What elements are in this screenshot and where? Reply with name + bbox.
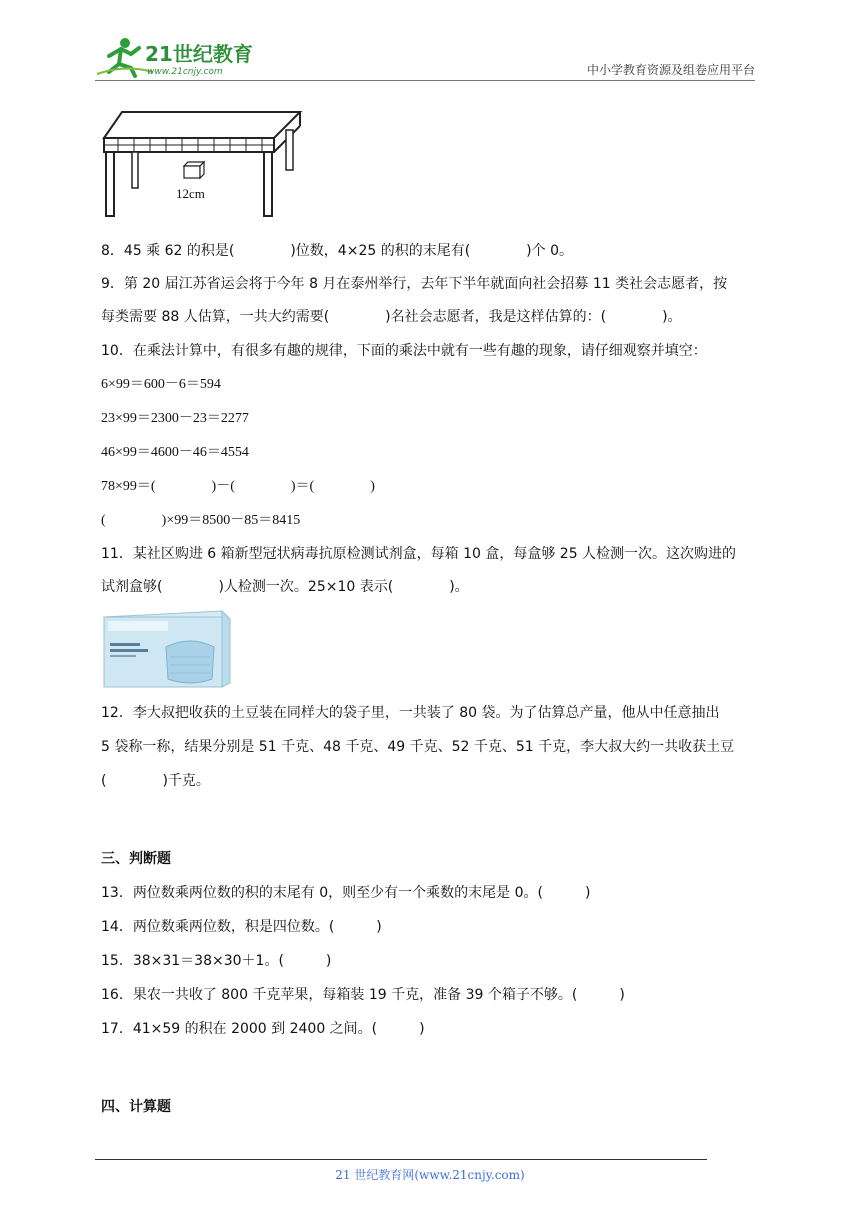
- section-3-title: 三、判断题: [101, 851, 171, 867]
- header-divider: [95, 80, 755, 81]
- question-12-line-1: 12．李大叔把收获的土豆装在同样大的袋子里，一共装了 80 袋。为了估算总产量，他从中任意抽出: [101, 705, 720, 721]
- question-14: 14．两位数乘两位数，积是四位数。( ): [101, 919, 382, 935]
- section-4-title: 四、计算题: [101, 1099, 171, 1115]
- question-10-example-2: 23×99＝2300－23＝2277: [101, 411, 249, 426]
- footer-link[interactable]: 21 世纪教育网(www.21cnjy.com): [335, 1168, 525, 1182]
- platform-name: 中小学教育资源及组卷应用平台: [586, 63, 755, 77]
- question-17: 17．41×59 的积在 2000 到 2400 之间。( ): [101, 1021, 425, 1037]
- test-kit-box-image: [100, 607, 232, 689]
- question-10-blank-1: 78×99＝( )－( )＝( ): [101, 479, 375, 494]
- table-figure: [100, 108, 305, 220]
- question-9-line-1: 9．第 20 届江苏省运会将于今年 8 月在泰州举行，去年下半年就面向社会招募 11 类社会志愿者，按: [101, 276, 728, 292]
- question-9-line-2: 每类需要 88 人估算，一共大约需要( )名社会志愿者，我是这样估算的：( )。: [101, 309, 682, 325]
- question-12-line-3: ( )千克。: [101, 773, 210, 789]
- question-13: 13．两位数乘两位数的积的末尾有 0，则至少有一个乘数的末尾是 0。( ): [101, 885, 591, 901]
- question-16: 16．果农一共收了 800 千克苹果，每箱装 19 千克，准备 39 个箱子不够。( ): [101, 987, 625, 1003]
- question-12-line-2: 5 袋称一称，结果分别是 51 千克、48 千克、49 千克、52 千克、51 千克，李大叔大约一共收获土豆: [101, 739, 735, 755]
- question-11-line-2: 试剂盒够( )人检测一次。25×10 表示( )。: [101, 579, 469, 595]
- svg-text:www.21cnjy.com: www.21cnjy.com: [147, 67, 223, 77]
- question-10-example-3: 46×99＝4600－46＝4554: [101, 445, 249, 460]
- svg-text:21世纪教育: 21世纪教育: [145, 42, 253, 66]
- table-height-label: 12cm: [176, 186, 205, 201]
- question-10-intro: 10．在乘法计算中，有很多有趣的规律，下面的乘法中就有一些有趣的现象，请仔细观察并填空：: [101, 343, 707, 359]
- question-15: 15．38×31＝38×30＋1。( ): [101, 953, 332, 969]
- question-10-blank-2: ( )×99＝8500－85＝8415: [101, 513, 301, 528]
- footer-divider: [95, 1159, 707, 1160]
- question-10-example-1: 6×99＝600－6＝594: [101, 377, 221, 392]
- brand-logo: [95, 34, 265, 80]
- question-11-line-1: 11．某社区购进 6 箱新型冠状病毒抗原检测试剂盒，每箱 10 盒，每盒够 25 人检测一次。这次购进的: [101, 546, 737, 562]
- question-8: 8．45 乘 62 的积是( )位数，4×25 的积的末尾有( )个 0。: [101, 243, 573, 259]
- runner-logo-icon: [95, 34, 265, 80]
